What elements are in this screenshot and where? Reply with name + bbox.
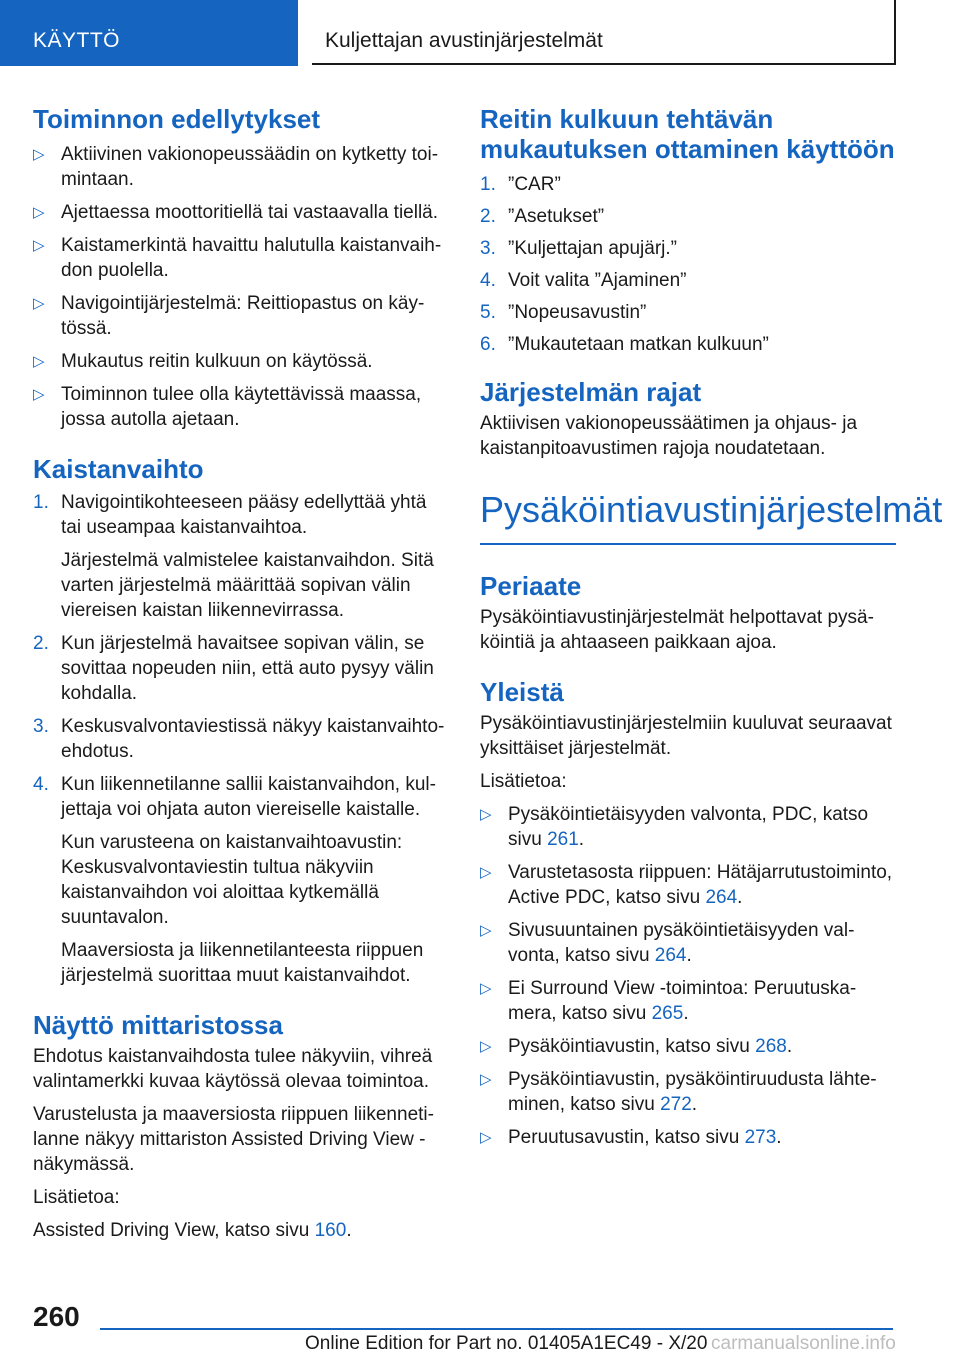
triangle-bullet-icon: ▷ [480, 1071, 492, 1088]
triangle-bullet-icon: ▷ [33, 353, 45, 370]
step-note: Järjestelmä valmistelee kaistanvaihdon. Sitä varten järjestelmä määrittää sopivan välin viereisen kaistan liikennevirrassa. [61, 550, 434, 621]
step-item [33, 714, 445, 764]
triangle-bullet-icon: ▷ [480, 1038, 492, 1055]
step-text: Keskusvalvontaviestissä näkyy kaistanvaihtoehdotus. [61, 716, 445, 762]
step-number: 2. [480, 206, 496, 227]
paragraph-driving-view: Varustelusta ja maaversiosta riippuen liikennetilanne näkyy mittariston Assisted Driving View -näkymässä. [33, 1104, 434, 1175]
step-text: Kun järjestelmä havaitsee sopivan välin, se sovittaa nopeuden niin, että auto pysyy välin kohdalla. [61, 633, 434, 704]
chapter-title: Kuljettajan avustinjärjestelmät [325, 29, 603, 52]
reference-item [480, 1125, 896, 1150]
triangle-bullet-icon: ▷ [480, 1129, 492, 1146]
triangle-bullet-icon: ▷ [480, 980, 492, 997]
reference-item [480, 1067, 896, 1117]
page-link[interactable]: 272 [660, 1094, 692, 1115]
heading-route-adaptation: Reitin kulkuun tehtävän mukautuksen ottaminen käyttöön [480, 104, 895, 164]
triangle-bullet-icon: ▷ [480, 864, 492, 881]
reference-item [480, 918, 896, 968]
reference-text: Pysäköintietäisyyden valvonta, PDC, katso sivu [508, 804, 869, 850]
reference-end: . [346, 1220, 352, 1241]
step-item [480, 300, 896, 325]
reference-text: Sivusuuntainen pysäköintietäisyyden valvonta, katso sivu [508, 920, 855, 966]
reference-text: Varustetasosta riippuen: Hätäjarrutustoiminto, Active PDC, katso sivu [508, 862, 893, 908]
list-item-text: Navigointijärjestelmä: Reittiopastus on käytössä. [61, 293, 425, 339]
reference-text: Pysäköintiavustin, katso sivu [508, 1036, 756, 1057]
list-item-text: Aktiivinen vakionopeussäädin on kytketty toimintaan. [61, 144, 439, 190]
reference-item [480, 860, 896, 910]
reference-text: Peruutusavustin, katso sivu [508, 1127, 745, 1148]
edition-text: Online Edition for Part no. 01405A1EC49 - X/20 [305, 1333, 708, 1354]
reference-text: Ei Surround View -toimintoa: Peruutuskamera, katso sivu [508, 978, 857, 1024]
list-item [33, 382, 445, 432]
reference-item [480, 802, 896, 852]
paragraph-general: Pysäköintiavustinjärjestelmiin kuuluvat seuraavat yksittäiset järjestelmät. [480, 713, 892, 759]
triangle-bullet-icon: ▷ [33, 295, 45, 312]
list-item-text: Mukautus reitin kulkuun on käytössä. [61, 351, 373, 372]
list-item [33, 200, 445, 225]
page-link-160[interactable]: 160 [314, 1220, 347, 1241]
step-number: 3. [480, 238, 496, 259]
reference-text: Assisted Driving View, katso sivu [33, 1220, 315, 1241]
reference-driving-view [33, 1218, 445, 1243]
paragraph-principle: Pysäköintiavustinjärjestelmät helpottavat pysäköintiä ja ahtaaseen paikkaan ajoa. [480, 607, 874, 653]
step-text: Navigointikohteeseen pääsy edellyttää yhtä tai useampaa kaistanvaihtoa. [61, 492, 427, 538]
triangle-bullet-icon: ▷ [33, 204, 45, 221]
step-number: 2. [33, 633, 49, 654]
step-number: 3. [33, 716, 49, 737]
list-item-text: Toiminnon tulee olla käytettävissä maassa, jossa autolla ajetaan. [61, 384, 422, 430]
heading-system-limits: Järjestelmän rajat [480, 377, 702, 407]
list-item-text: Kaistamerkintä havaittu halutulla kaistanvaihdon puolella. [61, 235, 442, 281]
triangle-bullet-icon: ▷ [33, 146, 45, 163]
step-item [480, 332, 896, 357]
step-number: 6. [480, 334, 496, 355]
step-number: 4. [33, 774, 49, 795]
watermark: carmanualsonline.info [708, 1333, 896, 1355]
chapter-rule [480, 543, 896, 545]
paragraph-limits: Aktiivisen vakionopeussäätimen ja ohjaus- ja kaistanpitoavustimen rajoja noudatetaan. [480, 413, 858, 459]
page-link[interactable]: 265 [651, 1003, 684, 1024]
reference-end: . [776, 1127, 782, 1148]
reference-end: . [737, 887, 743, 908]
heading-principle: Periaate [480, 571, 582, 601]
step-item [480, 204, 896, 229]
heading-lane-change: Kaistanvaihto [33, 454, 204, 484]
page-link[interactable]: 261 [547, 829, 579, 850]
reference-end: . [683, 1003, 689, 1024]
triangle-bullet-icon: ▷ [480, 922, 492, 939]
page-number: 260 [33, 1301, 80, 1332]
step-number: 1. [480, 174, 496, 195]
reference-end: . [691, 1094, 698, 1115]
more-info-label: Lisätietoa: [480, 771, 567, 792]
right-column [480, 100, 943, 1158]
conditions-list [33, 142, 445, 432]
more-info-label: Lisätietoa: [33, 1187, 120, 1208]
section-tab [0, 0, 298, 66]
step-item [33, 772, 445, 988]
triangle-bullet-icon: ▷ [480, 806, 492, 823]
step-number: 5. [480, 302, 496, 323]
heading-cluster-display: Näyttö mittaristossa [33, 1010, 283, 1040]
step-note: Kun varusteena on kaistanvaihtoavustin: Keskusvalvontaviestin tultua näkyviin kaistanvaihdon voi aloittaa kytkemällä suuntavalon. [61, 832, 403, 928]
page-link[interactable]: 273 [744, 1127, 777, 1148]
page-link[interactable]: 264 [705, 887, 738, 908]
parking-references-list [480, 802, 896, 1150]
step-note: Maaversiosta ja liikennetilanteesta riippuen järjestelmä suorittaa muut kaistanvaihdot. [61, 940, 424, 986]
step-number: 4. [480, 270, 496, 291]
list-item [33, 233, 445, 283]
step-text: ”CAR” [508, 174, 561, 195]
step-item [33, 490, 445, 623]
chapter-header [312, 0, 896, 65]
triangle-bullet-icon: ▷ [33, 237, 45, 254]
step-text: Voit valita ”Ajaminen” [508, 270, 687, 291]
step-item [33, 631, 445, 706]
list-item [33, 349, 445, 374]
list-item [33, 291, 445, 341]
step-text: ”Nopeusavustin” [508, 302, 647, 323]
reference-end: . [686, 945, 692, 966]
reference-item [480, 1034, 896, 1059]
heading-requirements: Toiminnon edellytykset [33, 104, 321, 134]
list-item [33, 142, 445, 192]
step-item [480, 172, 896, 197]
list-item-text: Ajettaessa moottoritiellä tai vastaavalla tiellä. [61, 202, 439, 223]
heading-general: Yleistä [480, 677, 564, 707]
step-text: ”Kuljettajan apujärj.” [508, 238, 677, 259]
page-link[interactable]: 264 [654, 945, 687, 966]
route-adaptation-steps [480, 172, 896, 357]
triangle-bullet-icon: ▷ [33, 386, 45, 403]
page-link[interactable]: 268 [755, 1036, 787, 1057]
reference-end: . [786, 1036, 793, 1057]
left-column [33, 100, 445, 1243]
step-item [480, 236, 896, 261]
step-item [480, 268, 896, 293]
lane-change-steps [33, 490, 445, 988]
step-text: Kun liikennetilanne sallii kaistanvaihdon, kuljettaja voi ohjata auton viereiselle kaistalle. [61, 774, 436, 820]
section-label: KÄYTTÖ [33, 29, 121, 52]
reference-item [480, 976, 896, 1026]
reference-end: . [578, 829, 585, 850]
paragraph-suggestion: Ehdotus kaistanvaihdosta tulee näkyviin, vihreä valintamerkki kuvaa käytössä olevaa toimintoa. [33, 1046, 433, 1092]
footer-rule [100, 1328, 893, 1330]
step-text: ”Mukautetaan matkan kulkuun” [508, 334, 769, 355]
step-text: ”Asetukset” [508, 206, 605, 227]
reference-text: Pysäköintiavustin, pysäköintiruudusta lähteminen, katso sivu [508, 1069, 877, 1115]
chapter-heading-parking: Pysäköintiavustinjärjestelmät [480, 489, 943, 530]
step-number: 1. [33, 492, 49, 513]
